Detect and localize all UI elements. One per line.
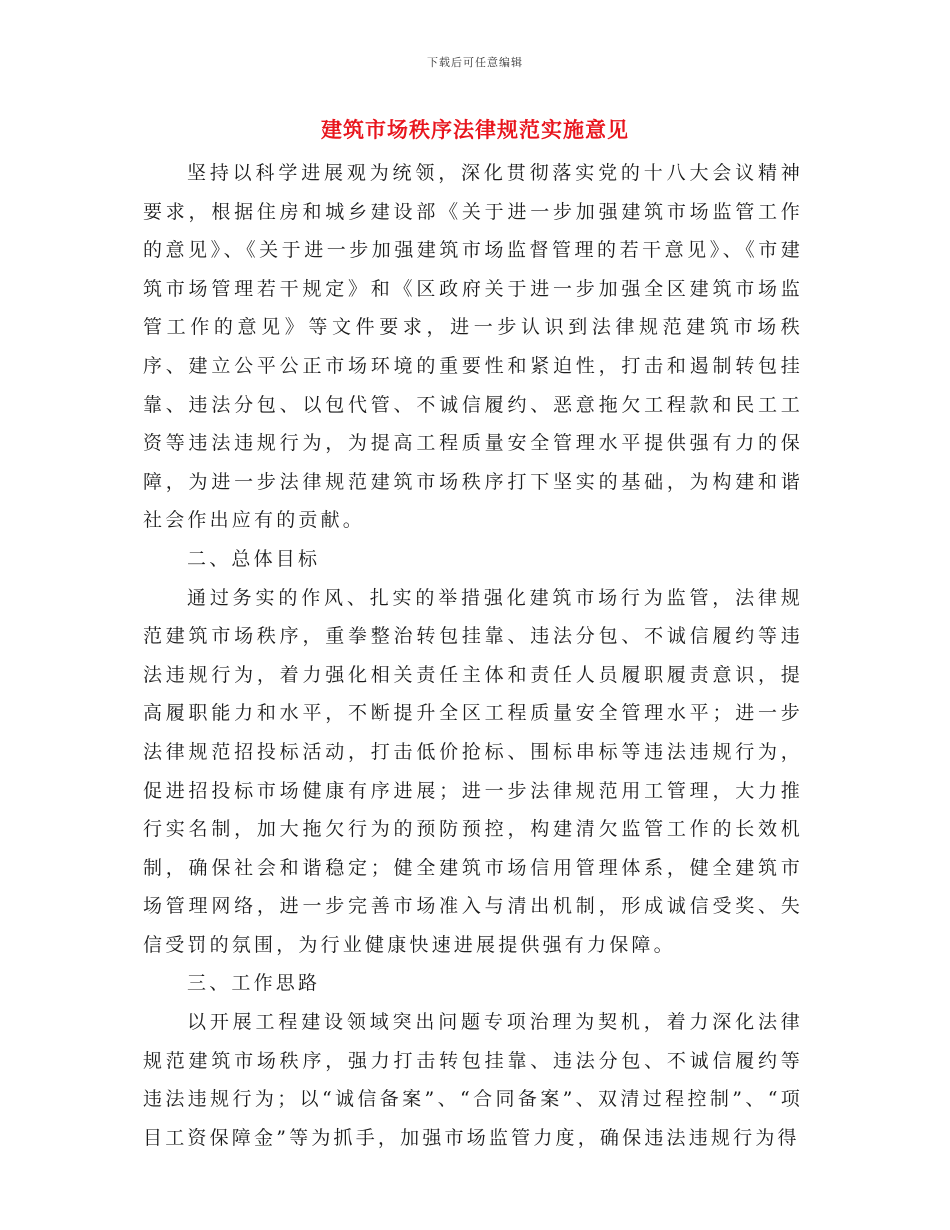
section-heading-overall-goals: 二、总体目标 (187, 547, 321, 570)
section-heading-work-approach: 三、工作思路 (187, 972, 321, 995)
page-header-note: 下载后可任意编辑 (427, 56, 523, 69)
document-body (143, 154, 803, 1157)
intro-paragraph: 坚持以科学进展观为统领，深化贯彻落实党的十八大会议精神要求，根据住房和城乡建设部《关于进一步加强建筑市场监管工作的意见》、《关于进一步加强建筑市场监督管理的若干意见》、《市建筑市场管理若干规定》和《区政府关于进一步加强全区建筑市场监管工作的意见》等文件要求，进一步认识到法律规范建筑市场秩序、建立公平公正市场环境的重要性和紧迫性，打击和遏制转包挂靠、违法分包、以包代管、不诚信履约、恶意拖欠工程款和民工工资等违法违规行为，为提高工程质量安全管理水平提供强有力的保障，为进一步法律规范建筑市场秩序打下坚实的基础，为构建和谐社会作出应有的贡献。 (143, 162, 803, 532)
document-title: 建筑市场秩序法律规范实施意见 (321, 117, 629, 142)
work-approach-paragraph: 以开展工程建设领域突出问题专项治理为契机，着力深化法律规范建筑市场秩序，强力打击转包挂靠、违法分包、不诚信履约等违法违规行为；以“诚信备案”、“合同备案”、双清过程控制”、“项目工资保障金”等为抓手，加强市场监管力度，确保违法违规行为得 (143, 1011, 803, 1149)
overall-goals-paragraph: 通过务实的作风、扎实的举措强化建筑市场行为监管，法律规范建筑市场秩序，重拳整治转包挂靠、违法分包、不诚信履约等违法违规行为，着力强化相关责任主体和责任人员履职履责意识，提高履职能力和水平，不断提升全区工程质量安全管理水平；进一步法律规范招投标活动，打击低价抢标、围标串标等违法违规行为，促进招投标市场健康有序进展；进一步法律规范用工管理，大力推行实名制，加大拖欠行为的预防预控，构建清欠监管工作的长效机制，确保社会和谐稳定；健全建筑市场信用管理体系，健全建筑市场管理网络，进一步完善市场准入与清出机制，形成诚信受奖、失信受罚的氛围，为行业健康快速进展提供强有力保障。 (143, 586, 803, 956)
